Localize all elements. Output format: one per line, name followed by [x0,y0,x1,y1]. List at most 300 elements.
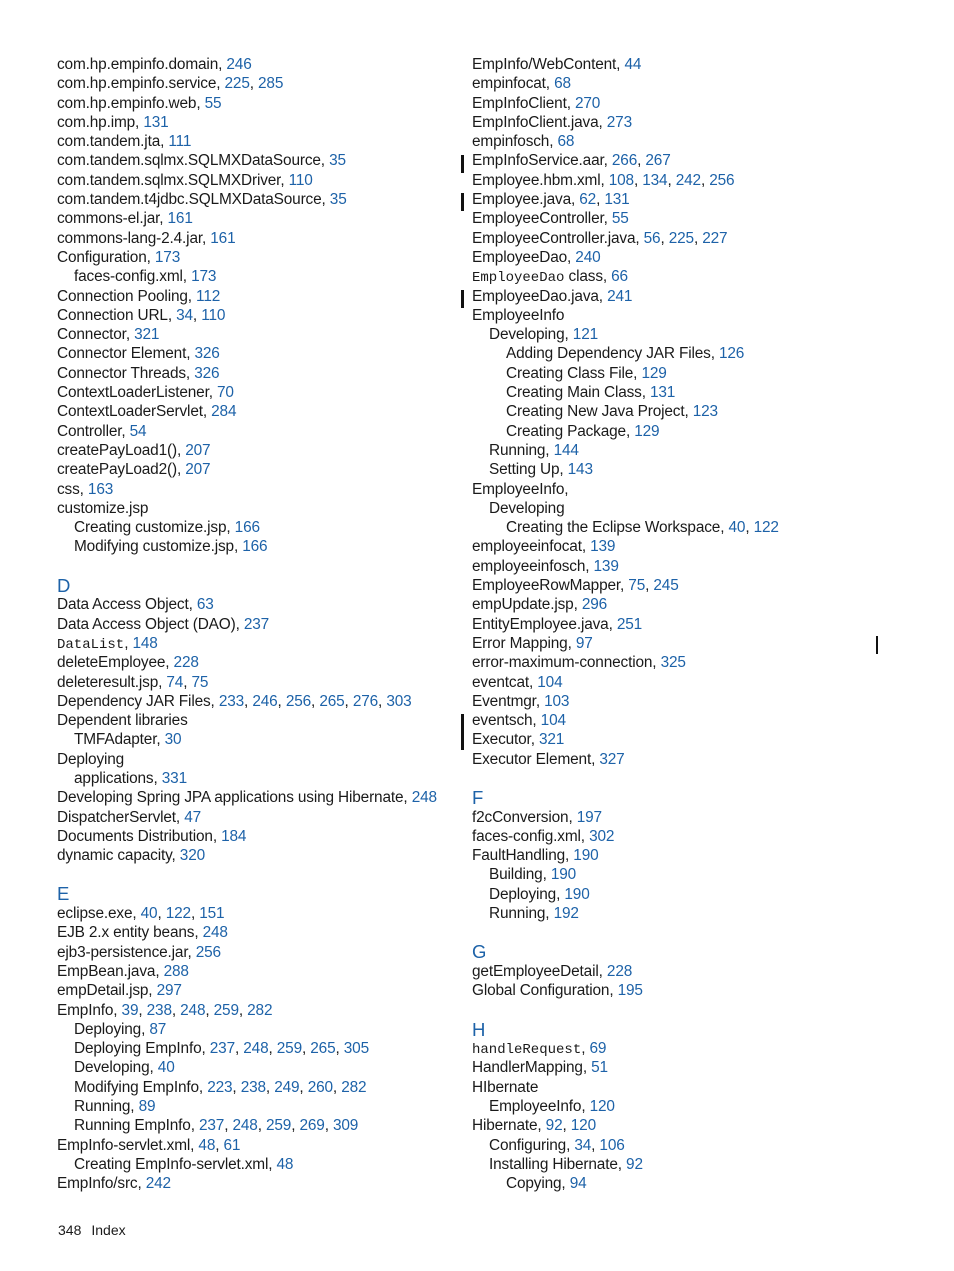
page-link[interactable]: 131 [649,384,676,402]
index-term: Running [74,1098,131,1116]
page-link[interactable]: 242 [145,1175,171,1193]
index-subentry: Setting Up, 143 [489,461,593,479]
index-entry: EmpInfo-servlet.xml, 48, 61 [57,1136,241,1154]
index-term-suffix: class [564,268,603,286]
page-link[interactable]: 309 [332,1117,359,1135]
page-link[interactable]: 305 [343,1040,369,1058]
page-link[interactable]: 238 [146,1001,172,1019]
page-link[interactable]: 97 [575,634,593,652]
page-link[interactable]: 241 [607,287,633,305]
page-link[interactable]: 163 [87,480,114,498]
index-entry: Global Configuration, 195 [472,982,643,1000]
index-entry: DispatcherServlet, 47 [57,808,202,826]
page-link[interactable]: 30 [164,731,182,749]
page-link[interactable]: 327 [599,750,625,768]
index-term: DataList [57,636,125,653]
page-link[interactable]: 256 [285,692,312,710]
page-link[interactable]: 249 [274,1078,300,1096]
index-term: Building [489,866,543,884]
index-entry: ejb3-persistence.jar, 256 [57,943,221,961]
index-entry: dynamic capacity, 320 [57,847,206,865]
page-link[interactable]: 269 [299,1117,325,1135]
index-letter-heading: E [57,883,70,905]
index-term: EntityEmployee.java [472,615,609,633]
page-link[interactable]: 35 [329,152,346,170]
index-term: Running [489,441,546,459]
page-link[interactable]: 259 [265,1117,292,1135]
page-link[interactable]: 246 [226,56,252,73]
page-link[interactable]: 161 [167,210,193,228]
index-term: deleteEmployee [57,654,166,672]
index-entry: Developing Spring JPA applications using Hibernate, 248 [57,789,437,807]
index-term: Developing Spring JPA applications using Hibernate [57,789,404,807]
page-link[interactable]: 228 [173,654,199,672]
index-subentry: Creating EmpInfo-servlet.xml, 48 [74,1155,294,1173]
index-term: employeeinfosch [472,557,586,575]
page-link[interactable]: 256 [195,943,221,961]
page-link[interactable]: 144 [553,441,579,459]
index-entry: Connection URL, 34, 110 [57,306,226,324]
page-link[interactable]: 151 [199,905,225,923]
index-term: empinfocat [472,75,546,93]
index-term: Dependent libraries [57,712,188,730]
index-entry: Eventmgr, 103 [472,692,570,710]
page-link[interactable]: 302 [589,827,615,845]
index-entry: ContextLoaderServlet, 284 [57,403,237,421]
page-link[interactable]: 54 [129,422,147,440]
index-subentry: Copying, 94 [506,1175,587,1193]
change-bar [876,636,878,654]
page-link[interactable]: 51 [591,1059,608,1077]
index-term: EmpInfo/WebContent [472,56,617,73]
page-link[interactable]: 248 [202,924,228,942]
page-link[interactable]: 63 [196,596,214,614]
index-term: employeeinfocat [472,538,582,556]
index-entry: com.hp.empinfo.domain, 246 [57,56,252,73]
index-term: com.hp.empinfo.web [57,94,197,112]
index-entry: EmpInfoClient, 270 [472,94,601,112]
index-term: com.tandem.sqlmx.SQLMXDataSource [57,152,321,170]
page-link[interactable]: 245 [653,577,679,595]
index-term: Connector Threads [57,364,186,382]
index-term: Modifying EmpInfo [74,1078,199,1096]
page-link[interactable]: 87 [149,1020,167,1038]
index-term: EmpInfo-servlet.xml [57,1136,191,1154]
index-term: Data Access Object [57,596,189,614]
index-term: EmployeeInfo [472,306,565,324]
index-column-left [57,55,462,1194]
index-term: faces-config.xml [74,268,183,286]
index-term: Eventmgr [472,692,536,710]
index-entry: f2cConversion, 197 [472,808,602,826]
page-link[interactable]: 325 [660,654,686,672]
index-entry: Error Mapping, 97 [472,634,593,652]
page-link[interactable]: 48 [276,1155,294,1173]
page-link[interactable]: 296 [581,596,608,614]
change-bar [461,290,464,308]
index-entry: EmployeeDao class, 66 [472,268,628,287]
page-link[interactable]: 303 [386,692,412,710]
page-link[interactable]: 62 [579,191,597,209]
page-link[interactable]: 131 [143,113,169,131]
index-term: customize.jsp [57,499,149,517]
index-entry: Executor, 321 [472,731,565,749]
page-link[interactable]: 106 [599,1136,625,1154]
page-link[interactable]: 321 [538,731,565,749]
page-link[interactable]: 297 [156,982,182,1000]
page-link[interactable]: 40 [157,1059,175,1077]
page-link[interactable]: 190 [564,885,590,903]
index-term: TMFAdapter [74,731,157,749]
index-term: com.tandem.t4jdbc.SQLMXDataSource [57,191,322,209]
page-link[interactable]: 121 [572,326,599,344]
index-entry: com.tandem.sqlmx.SQLMXDriver, 110 [57,171,313,189]
index-entry: eclipse.exe, 40, 122, 151 [57,905,225,923]
page-link[interactable]: 40 [728,519,746,537]
page-link[interactable]: 321 [134,326,160,344]
index-term: createPayLoad2() [57,461,177,479]
index-entry: empinfosch, 68 [472,133,575,151]
index-term: Connector [57,326,126,344]
index-entry: EmpBean.java, 288 [57,962,189,980]
index-term: EJB 2.x entity beans [57,924,195,942]
page-link[interactable]: 70 [216,384,234,402]
index-term: com.hp.empinfo.service [57,75,217,93]
page-link[interactable]: 40 [140,905,158,923]
index-term: EmployeeDao [472,270,565,287]
index-entry: Executor Element, 327 [472,750,625,768]
page-link[interactable]: 92 [626,1155,643,1173]
page-link[interactable]: 110 [288,171,313,189]
index-term: Connection Pooling [57,287,188,305]
index-entry: EntityEmployee.java, 251 [472,615,643,633]
page-link[interactable]: 69 [589,1040,607,1058]
page-link[interactable]: 66 [611,268,628,286]
page-link[interactable]: 192 [553,905,579,923]
index-term: empDetail.jsp [57,982,149,1000]
page-link[interactable]: 260 [307,1078,333,1096]
index-term: empUpdate.jsp [472,596,574,614]
page-link[interactable]: 273 [606,113,632,131]
page-link[interactable]: 225 [224,75,250,93]
index-subentry: Adding Dependency JAR Files, 126 [506,345,745,363]
page-link[interactable]: 190 [573,847,599,865]
index-term: eventcat [472,673,529,691]
index-term: Connection URL [57,306,168,324]
index-subentry: Creating the Eclipse Workspace, 40, 122 [506,519,779,537]
index-entry: Connector, 321 [57,326,160,344]
index-entry: EmpInfoService.aar, 266, 267 [472,152,671,170]
index-term: Creating customize.jsp [74,519,227,537]
page-link[interactable]: 161 [210,229,236,247]
index-term: createPayLoad1() [57,441,177,459]
page-link[interactable]: 240 [575,248,601,266]
page-link[interactable]: 34 [176,306,193,324]
page-link[interactable]: 112 [196,287,221,305]
page-link[interactable]: 110 [201,306,226,324]
index-term: commons-el.jar [57,210,160,228]
index-entry: commons-el.jar, 161 [57,210,193,228]
page-link[interactable]: 331 [161,769,187,787]
page-link[interactable]: 259 [276,1040,302,1058]
page-link[interactable]: 129 [634,422,660,440]
page-link[interactable]: 238 [240,1078,266,1096]
index-term: EmployeeController [472,210,604,228]
page-link[interactable]: 282 [247,1001,273,1019]
page-link[interactable]: 184 [221,827,247,845]
page-link[interactable]: 223 [207,1078,233,1096]
page-link[interactable]: 68 [557,133,575,151]
index-term: Installing Hibernate [489,1155,618,1173]
page-link[interactable]: 320 [179,847,206,865]
index-entry: employeeinfocat, 139 [472,538,616,556]
index-term: faces-config.xml [472,827,581,845]
index-term: EmployeeInfo, [472,480,569,498]
index-entry [472,480,912,499]
page-link[interactable]: 139 [590,538,616,556]
index-entry: EmpInfo, 39, 238, 248, 259, 282 [57,1001,273,1019]
page-link[interactable]: 190 [550,866,577,884]
page-link[interactable]: 56 [643,229,661,247]
index-entry [472,306,912,325]
page-link[interactable]: 108 [608,171,634,189]
page-link[interactable]: 195 [617,982,643,1000]
index-entry: empUpdate.jsp, 296 [472,596,608,614]
index-term: Adding Dependency JAR Files [506,345,711,363]
index-entry: deleteresult.jsp, 74, 75 [57,673,209,691]
index-term: Documents Distribution [57,827,213,845]
index-term: Running [489,905,546,923]
footer-section-title: Index [91,1222,126,1238]
index-term: Developing [74,1059,150,1077]
index-entry: EmployeeRowMapper, 75, 245 [472,577,679,595]
index-letter-heading: F [472,786,484,808]
index-subentry: Installing Hibernate, 92 [489,1155,643,1173]
page-link[interactable]: 266 [611,152,638,170]
page-link[interactable]: 35 [329,191,347,209]
page-link[interactable]: 120 [589,1098,615,1116]
index-term: DispatcherServlet [57,808,176,826]
index-entry: EmployeeDao.java, 241 [472,287,633,305]
page-link[interactable]: 103 [544,692,570,710]
page-link[interactable]: 166 [242,538,268,556]
index-term: error-maximum-connection [472,654,653,672]
index-subentry: Deploying, 87 [74,1020,167,1038]
index-entry: deleteEmployee, 228 [57,654,199,672]
page-link[interactable]: 61 [223,1136,241,1154]
page-link[interactable]: 265 [310,1040,336,1058]
index-entry: css, 163 [57,480,114,498]
index-term: Connector Element [57,345,187,363]
page-link[interactable]: 48 [198,1136,216,1154]
index-term: dynamic capacity [57,847,172,865]
page-link[interactable]: 207 [185,461,211,479]
page-link[interactable]: 197 [576,808,602,826]
index-term: com.hp.imp [57,113,136,131]
page-link[interactable]: 248 [232,1117,258,1135]
index-subentry: Creating customize.jsp, 166 [74,519,260,537]
page-link[interactable]: 92 [545,1117,563,1135]
index-term: EmpInfo/src [57,1175,138,1193]
index-term: handleRequest [472,1042,582,1059]
index-entry: eventsch, 104 [472,712,566,730]
page-link[interactable]: 74 [166,673,184,691]
page-link[interactable]: 248 [411,789,437,807]
page-link[interactable]: 207 [185,441,211,459]
page-link[interactable]: 288 [163,962,189,980]
index-term: HandlerMapping [472,1059,583,1077]
index-term: css [57,480,80,498]
index-entry: createPayLoad1(), 207 [57,441,211,459]
index-subentry: Configuring, 34, 106 [489,1136,625,1154]
index-subentry: TMFAdapter, 30 [74,731,182,749]
page-link[interactable]: 123 [692,403,718,421]
index-subentry: Running EmpInfo, 237, 248, 259, 269, 309 [74,1117,359,1135]
index-term: commons-lang-2.4.jar [57,229,202,247]
page-link[interactable]: 246 [252,692,278,710]
index-term: Configuration [57,248,147,266]
page-link[interactable]: 276 [352,692,379,710]
index-subentry [472,499,912,518]
index-term: eventsch [472,712,533,730]
index-term: Developing [489,326,565,344]
page-link[interactable]: 129 [641,364,667,382]
index-term: Deploying [74,1020,142,1038]
page-link[interactable]: 104 [537,673,563,691]
page-link[interactable]: 285 [258,75,284,93]
page-link[interactable]: 44 [624,56,642,73]
index-term: Developing [489,499,565,517]
index-term: ContextLoaderServlet [57,403,203,421]
page-link[interactable]: 94 [569,1175,587,1193]
page-link[interactable]: 120 [570,1117,596,1135]
index-term: Creating Class File [506,364,634,382]
index-subentry: Modifying customize.jsp, 166 [74,538,268,556]
page-link[interactable]: 237 [198,1117,225,1135]
page-link[interactable]: 237 [209,1040,235,1058]
index-entry: EmpInfo/WebContent, 44 [472,56,642,73]
page-link[interactable]: 111 [168,133,192,151]
index-subentry: Creating Class File, 129 [506,364,667,382]
index-entry: Connector Element, 326 [57,345,220,363]
page-link[interactable]: 251 [616,615,643,633]
index-entry: Documents Distribution, 184 [57,827,247,845]
index-entry: EmpInfoClient.java, 273 [472,113,632,131]
page-link[interactable]: 173 [191,268,217,286]
index-entry: Employee.java, 62, 131 [472,191,630,209]
page-link[interactable]: 39 [121,1001,139,1019]
index-subentry: faces-config.xml, 173 [74,268,217,286]
page-link[interactable]: 284 [211,403,237,421]
page-link[interactable]: 122 [165,905,191,923]
page-link[interactable]: 139 [593,557,619,575]
page-link[interactable]: 267 [645,152,671,170]
page-link[interactable]: 228 [606,962,633,980]
index-term: Data Access Object (DAO) [57,615,236,633]
page-link[interactable]: 47 [184,808,202,826]
index-entry: Employee.hbm.xml, 108, 134, 242, 256 [472,171,735,189]
page-link[interactable]: 34 [574,1136,592,1154]
index-term: empinfosch [472,133,550,151]
page-link[interactable]: 242 [675,171,701,189]
page-link[interactable]: 131 [604,191,630,209]
index-entry: error-maximum-connection, 325 [472,654,686,672]
page-link[interactable]: 55 [204,94,222,112]
page-link[interactable]: 166 [234,519,260,537]
index-term: ContextLoaderListener [57,384,209,402]
index-term: Dependency JAR Files [57,692,211,710]
page-link[interactable]: 248 [180,1001,206,1019]
index-entry: ContextLoaderListener, 70 [57,384,234,402]
page-link[interactable]: 75 [628,577,646,595]
page-link[interactable]: 89 [138,1098,156,1116]
page-link[interactable]: 104 [540,712,566,730]
page-link[interactable]: 237 [243,615,270,633]
page-link[interactable]: 55 [611,210,629,228]
page-link[interactable]: 122 [753,519,779,537]
index-term: com.hp.empinfo.domain [57,56,219,73]
page-link[interactable]: 233 [218,692,245,710]
index-subentry: Creating Package, 129 [506,422,660,440]
index-term: EmpInfoClient [472,94,567,112]
index-entry: Hibernate, 92, 120 [472,1117,596,1135]
page-link[interactable]: 225 [668,229,694,247]
index-term: Global Configuration [472,982,610,1000]
page-link[interactable]: 134 [642,171,668,189]
index-term: HIbernate [472,1078,539,1096]
index-entry: EmployeeDao, 240 [472,248,601,266]
index-term: com.tandem.jta [57,133,161,151]
index-entry [472,1078,912,1097]
page-link[interactable]: 248 [243,1040,269,1058]
page-link[interactable]: 173 [154,248,181,266]
index-term: EmpInfoClient.java [472,113,599,131]
page-link[interactable]: 75 [191,673,209,691]
page-link[interactable]: 68 [554,75,571,93]
page-link[interactable]: 326 [194,364,220,382]
index-entry [57,750,462,769]
index-entry: com.tandem.t4jdbc.SQLMXDataSource, 35 [57,191,347,209]
page-link[interactable]: 282 [341,1078,367,1096]
page-link[interactable]: 148 [132,634,158,652]
index-entry: Connection Pooling, 112 [57,287,221,305]
index-term: applications [74,769,154,787]
index-term: Employee.hbm.xml [472,171,601,189]
page-link[interactable]: 265 [319,692,345,710]
index-entry: DataList, 148 [57,634,158,653]
page-link[interactable]: 227 [702,229,728,247]
index-entry: createPayLoad2(), 207 [57,461,211,479]
page-link[interactable]: 326 [194,345,220,363]
index-term: EmpBean.java [57,962,156,980]
index-entry: eventcat, 104 [472,673,563,691]
index-term: EmpInfoService.aar [472,152,604,170]
index-entry: getEmployeeDetail, 228 [472,962,633,980]
index-term: getEmployeeDetail [472,962,599,980]
page-link[interactable]: 259 [213,1001,239,1019]
index-subentry: Building, 190 [489,866,577,884]
index-term: EmployeeController.java [472,229,636,247]
page-link[interactable]: 126 [718,345,745,363]
page-link[interactable]: 270 [574,94,601,112]
index-term: Deploying [57,750,125,768]
index-entry: Dependency JAR Files, 233, 246, 256, 265, 276, 303 [57,692,412,710]
index-entry: Data Access Object (DAO), 237 [57,615,270,633]
page-link[interactable]: 256 [709,171,735,189]
index-entry: Connector Threads, 326 [57,364,220,382]
page-link[interactable]: 143 [567,461,593,479]
index-term: Employee.java [472,191,571,209]
